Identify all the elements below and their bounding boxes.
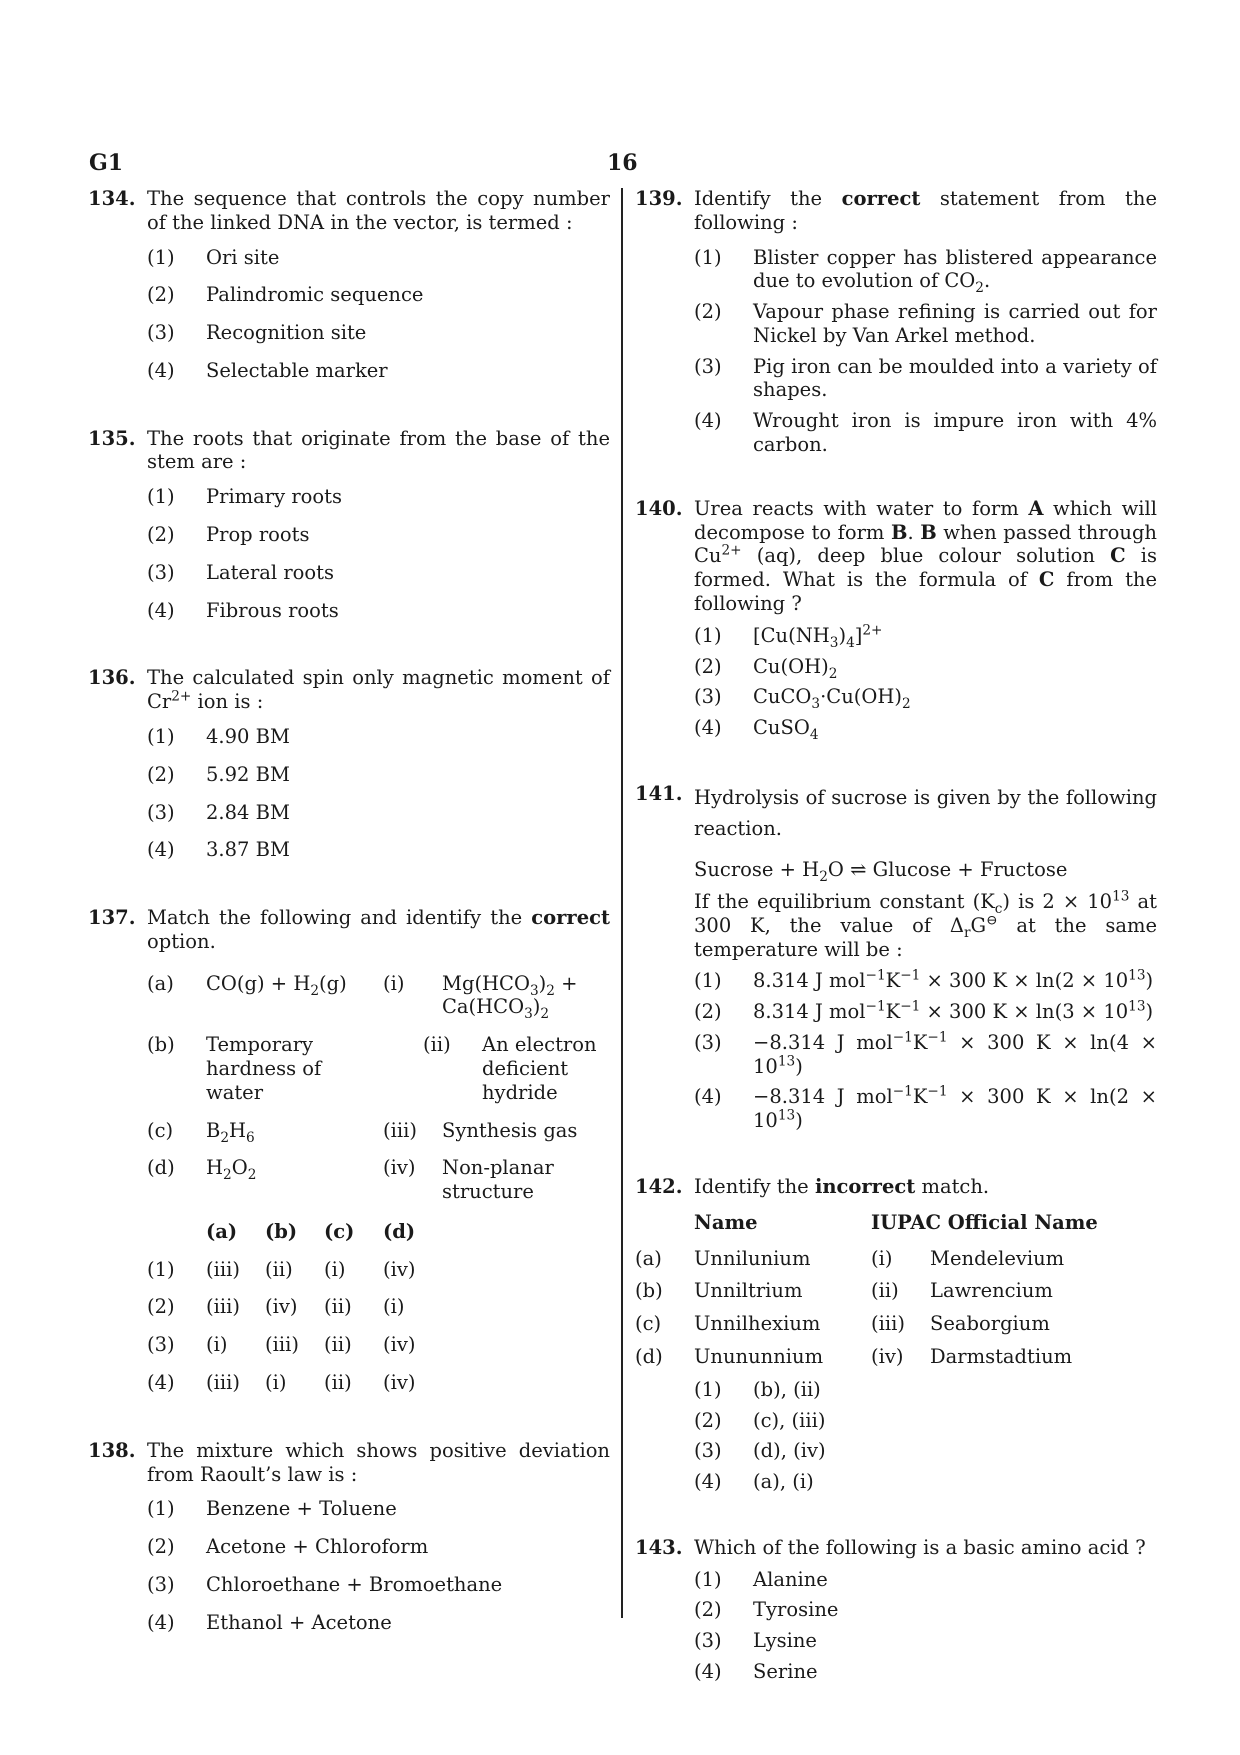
option-3[interactable] <box>694 1629 1157 1653</box>
option-text: Lateral roots <box>206 560 334 584</box>
question-text: The sequence that controls the copy number of the linked DNA in the vector, is termed : <box>147 187 610 234</box>
option-3[interactable] <box>694 355 1157 403</box>
option-label: (1) <box>147 724 175 748</box>
option-1[interactable] <box>147 246 610 270</box>
option-text: Ethanol + Acetone <box>206 1610 392 1634</box>
option-label: (4) <box>147 358 175 382</box>
option-text: Acetone + Chloroform <box>206 1535 429 1559</box>
options <box>694 246 1157 457</box>
option-1[interactable] <box>147 725 610 749</box>
question-142 <box>635 1175 1157 1494</box>
question-137 <box>88 906 610 1395</box>
question-text: Urea reacts with water to form A which will decompose to form B. B when passed through $Cu^{2+}$ (aq), deep blue colour solution C is formed. What is the formula of C from the following ? <box>694 496 1157 615</box>
question-text: The calculated spin only magnetic moment of $Cr^{2+}$ ion is : <box>147 666 610 714</box>
column-divider <box>621 188 623 1618</box>
option-label: (2) <box>694 300 722 324</box>
question-text: The roots that originate from the base of the stem are : <box>147 426 610 474</box>
option-text: (a), (i) <box>753 1470 814 1494</box>
question-number: 141. <box>635 781 683 805</box>
option-text: Primary roots <box>206 485 342 509</box>
match-table <box>147 972 610 1395</box>
option-text: $[Cu(NH_3)_4]^{2+}$ <box>753 622 883 651</box>
option-text: Palindromic sequence <box>206 283 424 307</box>
question-number: 139. <box>635 187 683 210</box>
iupac-table <box>635 1247 1157 1369</box>
question-number: 138. <box>88 1438 136 1462</box>
option-label: (1) <box>694 969 722 993</box>
option-text: 3.87 BM <box>206 838 290 862</box>
option-label: (4) <box>694 1085 722 1109</box>
option-1[interactable] <box>147 485 610 509</box>
option-label: (3) <box>694 1439 722 1463</box>
option-3[interactable] <box>694 1439 1157 1463</box>
option-1[interactable] <box>694 1378 1157 1402</box>
option-3[interactable] <box>147 321 610 345</box>
option-label: (1) <box>694 623 722 647</box>
option-text: Serine <box>753 1659 818 1683</box>
option-label: (3) <box>694 685 722 709</box>
option-3[interactable]: (3) (i) (iii) (ii) (iv) <box>147 1333 416 1357</box>
option-text: Alanine <box>753 1567 828 1591</box>
question-number: 142. <box>635 1175 683 1199</box>
match-row-c: (c) $B_2H_6$ (iii) Synthesis gas <box>147 1118 578 1146</box>
option-text: 5.92 BM <box>206 762 290 786</box>
match-row-a: (a) $CO(g) + H_2(g)$ (i) $Mg(HCO_3)_2$ + $Ca(HCO_3)_2$ <box>147 971 578 1023</box>
option-label: (4) <box>147 838 175 862</box>
question-text: Which of the following is a basic amino acid ? <box>694 1535 1146 1559</box>
iupac-table-header: Name IUPAC Official Name <box>694 1210 1098 1234</box>
question-139 <box>635 187 1157 457</box>
match-row-b: (b) Temporary hardness of water (ii) An electron deficient hydride <box>147 1033 597 1104</box>
option-label: (2) <box>147 762 175 786</box>
question-text: Identify the incorrect match. <box>694 1175 990 1199</box>
option-4[interactable] <box>694 1085 1157 1133</box>
option-label: (4) <box>694 716 722 740</box>
option-text: (c), (iii) <box>753 1408 826 1432</box>
option-text: Lysine <box>753 1629 817 1653</box>
option-2[interactable] <box>147 763 610 787</box>
option-2[interactable] <box>694 654 1157 682</box>
question-text: Match the following and identify the correct option. <box>147 906 610 953</box>
option-4[interactable] <box>694 1660 1157 1684</box>
option-label: (2) <box>694 1598 722 1622</box>
option-label: (3) <box>147 1572 175 1596</box>
option-label: (2) <box>694 654 722 678</box>
options <box>147 1497 610 1634</box>
option-text: $Cu(OH)_2$ <box>753 654 838 682</box>
option-text: Vapour phase refining is carried out for Nickel by Van Arkel method. <box>753 300 1157 347</box>
paper-code: G1 <box>89 150 124 176</box>
option-text: 2.84 BM <box>206 800 290 824</box>
right-column <box>635 187 1157 1726</box>
option-2[interactable] <box>147 523 610 547</box>
options <box>694 969 1157 1133</box>
option-text: $CuCO_3\cdot Cu(OH)_2$ <box>753 685 911 713</box>
table-row: (c) Unnilhexium (iii) Seaborgium <box>635 1312 1050 1336</box>
question-135 <box>88 427 610 623</box>
option-label: (1) <box>147 245 175 269</box>
option-4[interactable] <box>147 838 610 862</box>
equilibrium-arrow-icon: ⇌ <box>850 858 867 882</box>
option-text: Tyrosine <box>753 1598 839 1622</box>
match-row-d: (d) $H_2O_2$ (iv) Non-planar structure <box>147 1156 554 1204</box>
option-2[interactable] <box>147 283 610 307</box>
option-1[interactable] <box>694 1568 1157 1592</box>
option-text: −8.314 J $mol^{-1}K^{-1} \times 300$ $K \times \ln(2 \times 10^{13})$ <box>753 1083 1157 1133</box>
option-4[interactable] <box>147 1611 610 1635</box>
option-label: (1) <box>694 1567 722 1591</box>
options <box>694 1568 1157 1684</box>
option-text: Recognition site <box>206 321 367 345</box>
option-label: (3) <box>147 800 175 824</box>
question-number: 140. <box>635 496 683 520</box>
option-3[interactable] <box>694 1031 1157 1079</box>
question-text-2: If the equilibrium constant $(K_c)$ is $2 \times 10^{13}$ at 300 K, the value of $\Delta_rG^⊖$ at the same temperature will be : <box>694 888 1157 961</box>
question-number: 134. <box>88 187 136 210</box>
option-2[interactable] <box>147 1535 610 1559</box>
option-text: CuSO$_4$ <box>753 716 819 743</box>
option-1[interactable] <box>694 969 1157 993</box>
option-text: Benzene + Toluene <box>206 1497 397 1521</box>
option-4[interactable] <box>694 1470 1157 1494</box>
option-label: (2) <box>147 1535 175 1559</box>
option-label: (2) <box>694 1408 722 1432</box>
question-number: 143. <box>635 1535 683 1559</box>
option-2[interactable]: (2) (iii) (iv) (ii) (i) <box>147 1295 405 1319</box>
option-text: Blister copper has blistered appearance due to evolution of $CO_2$. <box>753 245 1157 297</box>
option-text: 8.314 J $mol^{-1}K^{-1} \times 300$ $K \times \ln(2 \times 10^{13})$ <box>753 967 1154 993</box>
option-label: (4) <box>147 1610 175 1634</box>
question-136 <box>88 666 610 862</box>
options <box>147 725 610 862</box>
question-141 <box>635 782 1157 1133</box>
option-text: (d), (iv) <box>753 1439 826 1463</box>
option-text: 4.90 BM <box>206 724 290 748</box>
options <box>694 622 1157 743</box>
question-134 <box>88 187 610 383</box>
options <box>694 1378 1157 1494</box>
combo-header: (a) (b) (c) (d) <box>206 1219 416 1243</box>
option-label: (4) <box>694 1659 722 1683</box>
option-2[interactable] <box>694 1000 1157 1024</box>
option-text: Fibrous roots <box>206 598 339 622</box>
question-number: 137. <box>88 906 136 930</box>
option-label: (1) <box>147 485 175 509</box>
option-label: (4) <box>147 598 175 622</box>
option-2[interactable] <box>694 300 1157 348</box>
option-label: (3) <box>147 321 175 345</box>
options <box>147 485 610 622</box>
option-label: (1) <box>147 1497 175 1521</box>
option-4[interactable] <box>147 599 610 623</box>
option-text: 8.314 J $mol^{-1}K^{-1} \times 300$ $K \times \ln(3 \times 10^{13})$ <box>753 998 1154 1024</box>
options <box>147 246 610 383</box>
table-row: (b) Unniltrium (ii) Lawrencium <box>635 1279 1053 1303</box>
option-text: Prop roots <box>206 523 310 547</box>
option-text: Pig iron can be moulded into a variety of shapes. <box>753 354 1157 402</box>
page-number: 16 <box>607 150 638 176</box>
question-text: Identify the correct statement from the following : <box>694 187 1157 234</box>
option-label: (2) <box>694 1000 722 1024</box>
reaction-equation: Sucrose + $H_2O$ ⇌ Glucose + Fructose <box>694 858 1068 886</box>
option-2[interactable] <box>694 1409 1157 1433</box>
option-3[interactable] <box>147 1573 610 1597</box>
option-4[interactable] <box>694 409 1157 457</box>
table-row: (a) Unnilunium (i) Mendelevium <box>635 1246 1065 1270</box>
option-label: (1) <box>694 245 722 269</box>
option-label: (4) <box>694 1470 722 1494</box>
question-text: The mixture which shows positive deviation from Raoult’s law is : <box>147 1438 610 1486</box>
question-140 <box>635 496 1157 743</box>
option-2[interactable] <box>694 1598 1157 1622</box>
option-text: (b), (ii) <box>753 1377 821 1401</box>
option-text: Ori site <box>206 245 280 269</box>
option-label: (3) <box>694 1030 722 1054</box>
option-3[interactable] <box>694 685 1157 713</box>
option-text: −8.314 J $mol^{-1}K^{-1} \times 300$ $K \times \ln(4 \times 10^{13})$ <box>753 1029 1157 1078</box>
question-number: 136. <box>88 666 136 690</box>
option-label: (1) <box>694 1377 722 1401</box>
option-text: Selectable marker <box>206 358 388 382</box>
question-text: Hydrolysis of sucrose is given by the following reaction. <box>694 785 1157 841</box>
option-4[interactable]: (4) (iii) (i) (ii) (iv) <box>147 1371 416 1394</box>
question-number: 135. <box>88 426 136 450</box>
option-4[interactable] <box>147 359 610 383</box>
option-3[interactable] <box>147 801 610 825</box>
option-label: (4) <box>694 409 722 433</box>
option-4[interactable] <box>694 716 1157 743</box>
option-text: Chloroethane + Bromoethane <box>206 1572 503 1596</box>
option-label: (3) <box>147 560 175 584</box>
option-text: Wrought iron is impure iron with 4% carbon. <box>753 409 1157 457</box>
option-label: (3) <box>694 354 722 378</box>
question-143 <box>635 1536 1157 1684</box>
table-row: (d) Unununnium (iv) Darmstadtium <box>635 1344 1073 1368</box>
option-1[interactable] <box>694 622 1157 651</box>
option-3[interactable] <box>147 561 610 585</box>
option-label: (2) <box>147 523 175 547</box>
option-1[interactable]: (1) (iii) (ii) (i) (iv) <box>147 1257 416 1281</box>
left-column <box>88 187 610 1676</box>
option-1[interactable] <box>147 1497 610 1521</box>
option-label: (3) <box>694 1629 722 1653</box>
question-138 <box>88 1439 610 1635</box>
option-1[interactable] <box>694 245 1157 297</box>
option-label: (2) <box>147 283 175 307</box>
